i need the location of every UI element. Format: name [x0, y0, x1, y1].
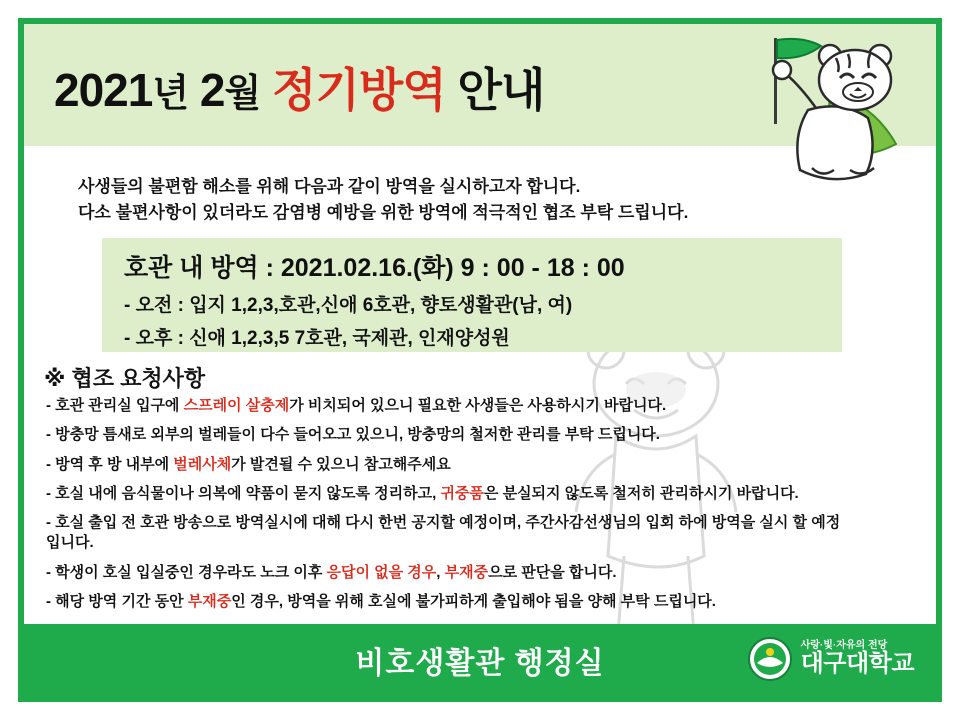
notice-highlight: 응답이 없을 경우 [326, 563, 437, 581]
notice-text: - 호실 내에 음식물이나 의복에 약품이 묻지 않도록 정리하고, [46, 484, 441, 502]
title-month-suffix: 월 [224, 73, 261, 115]
notice-item [46, 592, 926, 612]
title-year-suffix: 년 [152, 73, 189, 115]
notice-text: - 방역 후 방 내부에 [46, 455, 174, 473]
notice-text: 인 경우, 방역을 위해 호실에 불가피하게 출입해야 됨을 양해 부탁 드립니다. [231, 592, 716, 610]
title-accent: 정기방역 [271, 64, 446, 116]
notice-text: 가 비치되어 있으니 필요한 사생들은 사용하시기 바랍니다. [289, 397, 667, 414]
notice-text: - 방충망 틈새로 외부의 벌레들이 다수 들어오고 있으니, 방충망의 철저한 관리를 부탁 드립니다. [46, 426, 660, 444]
notice-highlight: 벌레사체 [173, 455, 232, 473]
notice-heading: ※ 협조 요청사항 [44, 366, 206, 391]
university-logo [747, 628, 914, 690]
notice-highlight: 스프레이 살충제 [183, 397, 290, 414]
footer-office: 비호생활관 행정실 [355, 647, 605, 680]
schedule-morning: - 오전 : 입지 1,2,3,호관,신애 6호관, 향토생활관(남, 여) [124, 295, 573, 316]
notice-highlight: 부재중 [187, 592, 232, 610]
schedule-title: 호관 내 방역 : 2021.02.16.(화) 9 : 00 - 18 : 00 [124, 254, 625, 282]
university-name: 대구대학교 [800, 650, 914, 678]
tiger-mascot-icon [712, 32, 922, 182]
notice-text: - 호관 관리실 입구에 [46, 397, 184, 414]
university-slogan: 사랑·빛·자유의 전당 [800, 640, 888, 652]
title-month: 2 [199, 64, 225, 116]
poster-frame [18, 18, 942, 702]
notice-text: , [436, 563, 445, 581]
title-year: 2021 [54, 64, 153, 116]
notice-item [46, 396, 926, 416]
notice-item [46, 484, 926, 504]
notice-item [46, 455, 926, 475]
notice-text: 은 분실되지 않도록 철저히 관리하시기 바랍니다. [483, 484, 799, 502]
notice-item [46, 563, 926, 583]
intro-paragraph [78, 174, 878, 227]
notice-item [46, 425, 926, 445]
title-tail: 안내 [457, 64, 545, 116]
notice-highlight: 귀중품 [440, 484, 484, 502]
poster-title [54, 50, 754, 130]
notice-item [46, 513, 846, 554]
notice-highlight: 부재중 [444, 563, 489, 581]
notice-text: - 호실 출입 전 호관 방송으로 방역실시에 대해 다시 한번 공지할 예정이며, 주간사감선생님의 입회 하에 방역을 실시 할 예정입니다. [46, 514, 841, 552]
intro-line-2: 다소 불편사항이 있더라도 감염병 예방을 위한 방역에 적극적인 협조 부탁 드립니다. [78, 203, 689, 223]
title-line [54, 64, 545, 116]
notice-text: - 학생이 호실 입실중인 경우라도 노크 이후 [46, 563, 327, 581]
notice-text: 가 발견될 수 있으니 참고해주세요 [231, 455, 451, 473]
intro-line-1: 사생들의 불편함 해소를 위해 다음과 같이 방역을 실시하고자 합니다. [78, 177, 581, 196]
notice-text: - 해당 방역 기간 동안 [46, 592, 188, 610]
notice-text: 으로 판단을 합니다. [488, 563, 617, 581]
schedule-afternoon: - 오후 : 신애 1,2,3,5 7호관, 국제관, 인재양성원 [124, 328, 510, 349]
schedule-box [102, 238, 842, 352]
university-emblem-icon [747, 636, 793, 682]
university-name-block [801, 640, 914, 677]
notice-list [46, 396, 926, 621]
